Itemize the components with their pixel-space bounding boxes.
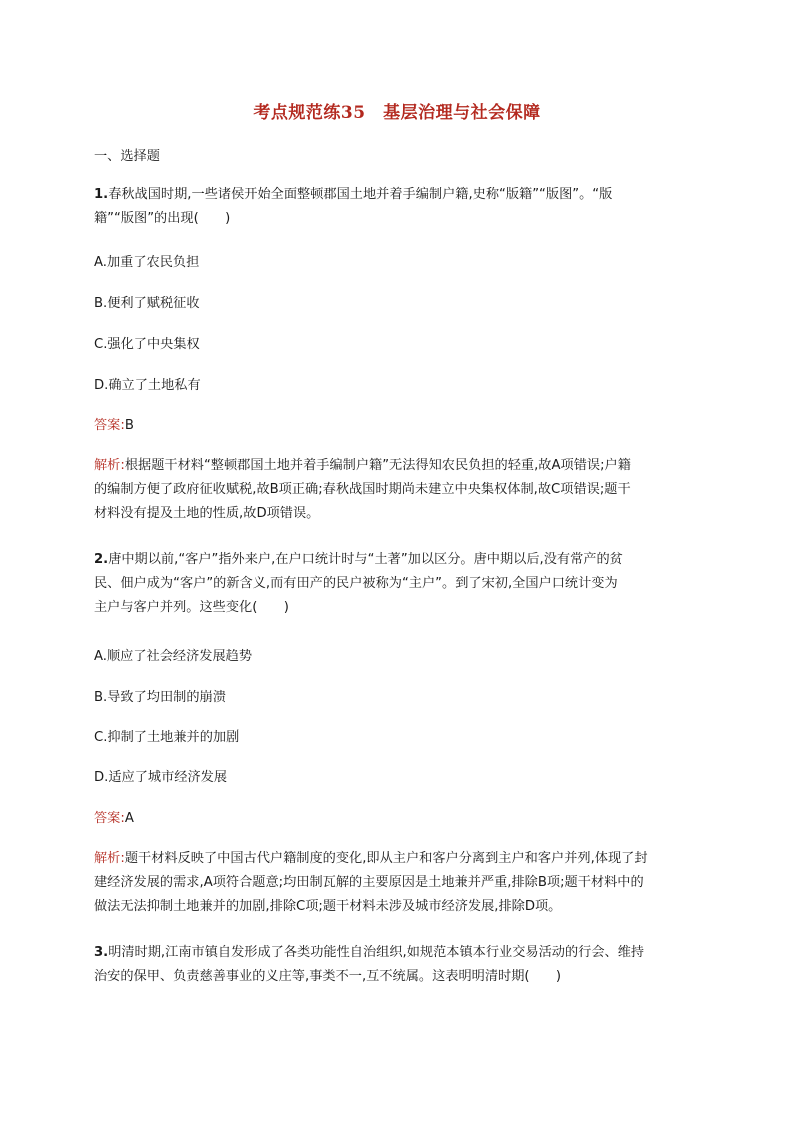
analysis-label: 解析: [94,851,125,866]
analysis-line: 根据题干材料“整顿郡国土地并着手编制户籍”无法得知农民负担的轻重,故A项错误;户籍 [124,458,631,473]
analysis-block [94,454,706,526]
stem-line: 主户与客户并列。这些变化( ) [94,600,289,615]
section-heading: 一、选择题 [94,149,160,164]
option-a: A.加重了农民负担 [94,255,200,270]
question-number: 3. [94,945,109,960]
stem-line: 春秋战国时期,一些诸侯开始全面整顿郡国土地并着手编制户籍,史称“版籍”“版图”。“版 [108,187,613,202]
analysis-line: 材料没有提及土地的性质,故D项错误。 [94,506,320,521]
stem-line: 民、佃户成为“客户”的新含义,而有田产的民户被称为“主户”。到了宋初,全国户口统计变为 [94,576,618,591]
option-d: D.确立了土地私有 [94,378,201,393]
answer-line [94,807,706,831]
analysis-block [94,847,706,919]
answer-label: 答案: [94,811,125,826]
option-b: B.导致了均田制的崩溃 [94,690,226,705]
analysis-label: 解析: [94,458,125,473]
analysis-line: 的编制方便了政府征收赋税,故B项正确;春秋战国时期尚未建立中央集权体制,故C项错误;题干 [94,482,631,497]
question-number: 1. [94,187,109,202]
option-c: C.抑制了土地兼并的加剧 [94,730,240,745]
option-c: C.强化了中央集权 [94,337,200,352]
question-number: 2. [94,552,109,567]
answer-value: B [124,418,134,433]
question-1-stem [94,183,706,231]
stem-line: 明清时期,江南市镇自发形成了各类功能性自治组织,如规范本镇本行业交易活动的行会、维持 [108,945,645,960]
question-3-stem [94,941,706,989]
page-title: 考点规范练35 基层治理与社会保障 [253,103,541,123]
answer-label: 答案: [94,418,125,433]
analysis-line: 建经济发展的需求,A项符合题意;均田制瓦解的主要原因是土地兼并严重,排除B项;题干材料中的 [94,875,644,890]
question-2-stem [94,548,706,620]
option-d: D.适应了城市经济发展 [94,770,228,785]
option-b: B.便利了赋税征收 [94,296,200,311]
stem-line: 籍”“版图”的出现( ) [94,211,231,226]
stem-line: 治安的保甲、负责慈善事业的义庄等,事类不一,互不统属。这表明明清时期( ) [94,969,562,984]
answer-value: A [124,811,134,826]
analysis-line: 题干材料反映了中国古代户籍制度的变化,即从主户和客户分离到主户和客户并列,体现了封 [124,851,648,866]
answer-line [94,414,706,438]
stem-line: 唐中期以前,“客户”指外来户,在户口统计时与“土著”加以区分。唐中期以后,没有常产的贫 [108,552,623,567]
option-a: A.顺应了社会经济发展趋势 [94,649,253,664]
analysis-line: 做法无法抑制土地兼并的加剧,排除C项;题干材料未涉及城市经济发展,排除D项。 [94,899,562,914]
